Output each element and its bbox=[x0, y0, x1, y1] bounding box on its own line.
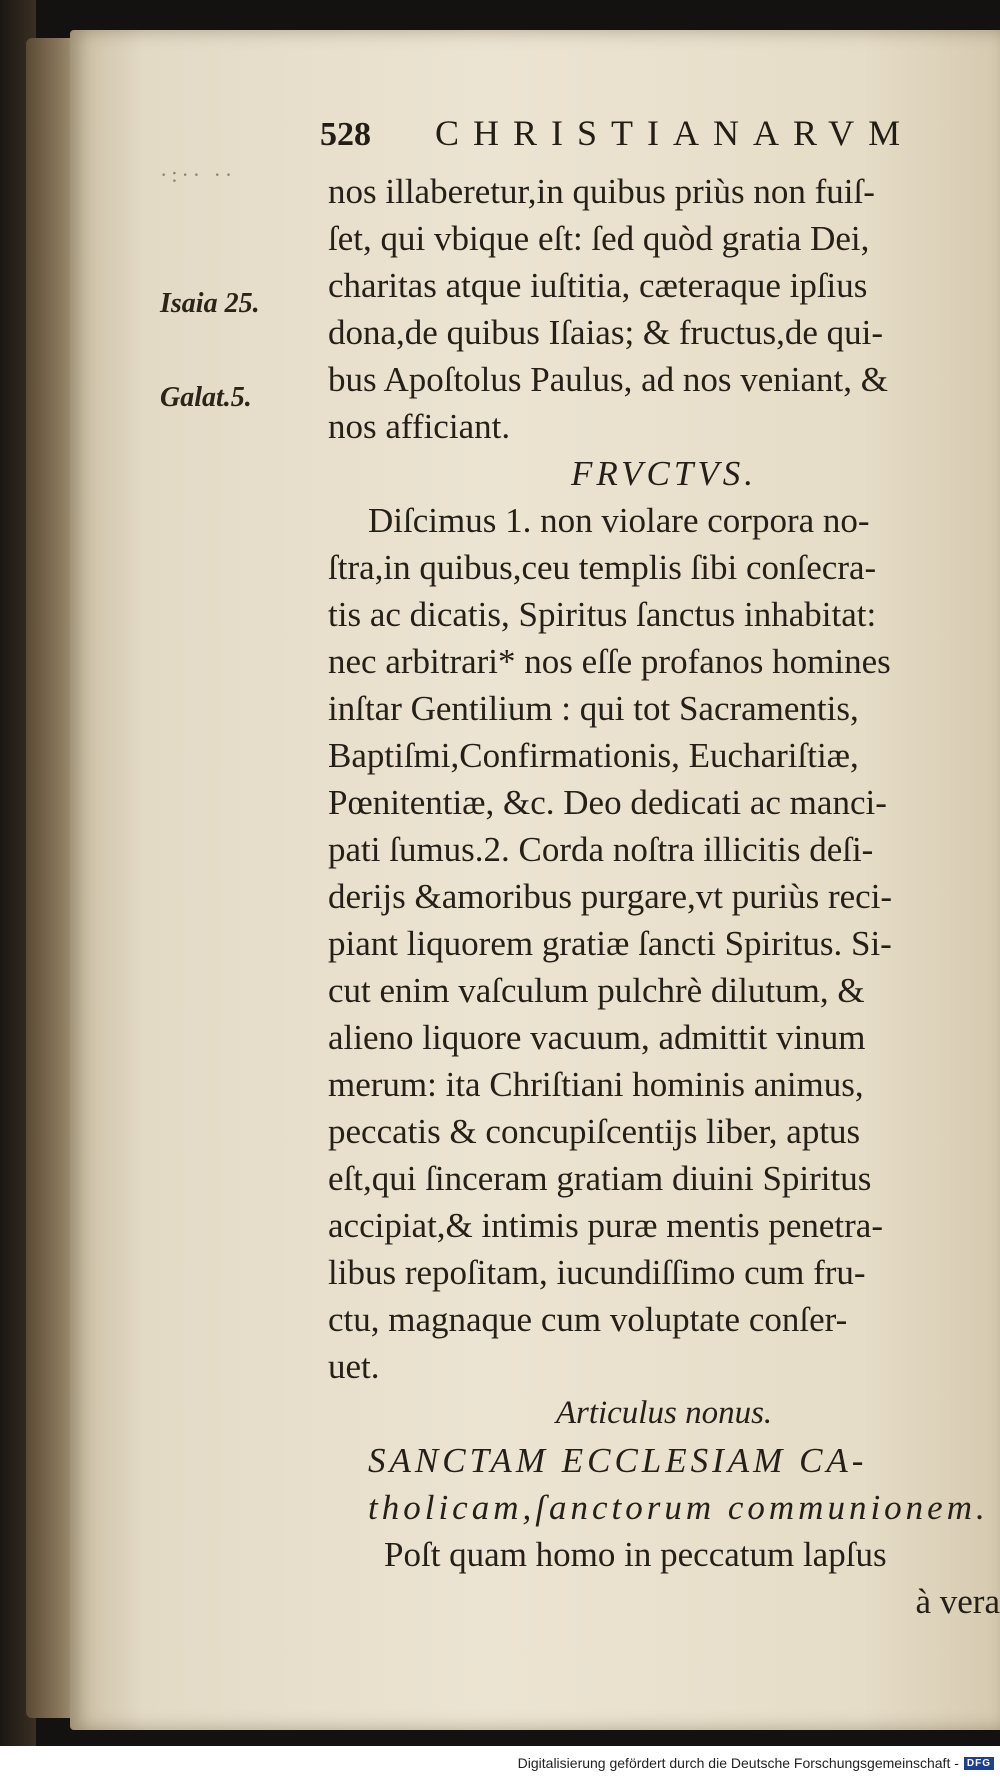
text-line: Baptiſmi,Confirmationis, Euchariſtiæ, bbox=[328, 736, 859, 775]
text-line: alieno liquore vacuum, admittit vinum bbox=[328, 1018, 866, 1057]
text-line: nos illaberetur,in quibus priùs non fuiſ- bbox=[328, 172, 875, 211]
page-number: 528 bbox=[320, 116, 371, 153]
digitization-footer bbox=[0, 1746, 1000, 1780]
text-line: ctu, magnaque cum voluptate conſer- bbox=[328, 1300, 848, 1339]
text-line: derijs &amoribus purgare,vt puriùs reci- bbox=[328, 877, 893, 916]
running-head bbox=[320, 112, 970, 162]
text-line: libus repoſitam, iucundiſſimo cum fru- bbox=[328, 1253, 866, 1292]
text-line: nec arbitrari* nos eſſe profanos homines bbox=[328, 642, 891, 681]
article-heading-line: tholicam,ſanctorum communionem. bbox=[368, 1488, 989, 1527]
text-line: bus Apoſtolus Paulus, ad nos veniant, & bbox=[328, 360, 888, 399]
text-line: eſt,qui ſinceram gratiam diuini Spiritus bbox=[328, 1159, 872, 1198]
text-line: uet. bbox=[328, 1347, 380, 1386]
text-line: cut enim vaſculum pulchrè dilutum, & bbox=[328, 971, 865, 1010]
dfg-logo: DFG bbox=[964, 1757, 994, 1770]
text-line: inſtar Gentilium : qui tot Sacramentis, bbox=[328, 689, 859, 728]
margin-note-galat: Galat.5. bbox=[160, 382, 252, 413]
margin-note-isaia: Isaia 25. bbox=[160, 288, 260, 319]
catchword: à vera bbox=[915, 1582, 1000, 1621]
text-line: ſtra,in quibus,ceu templis ſibi conſecra- bbox=[328, 548, 877, 587]
text-line: Diſcimus 1. non violare corpora no- bbox=[368, 501, 870, 540]
article-title: Articulus nonus. bbox=[555, 1395, 773, 1431]
funding-credit: Digitalisierung gefördert durch die Deutsche Forschungsgemeinschaft - bbox=[517, 1755, 959, 1771]
text-line: Pœnitentiæ, &c. Deo dedicati ac manci- bbox=[328, 783, 887, 822]
text-line: charitas atque iuſtitia, cæteraque ipſius bbox=[328, 266, 868, 305]
text-line: piant liquorem gratiæ ſancti Spiritus. Si- bbox=[328, 924, 892, 963]
text-line: accipiat,& intimis puræ mentis penetra- bbox=[328, 1206, 883, 1245]
text-line: dona,de quibus Iſaias; & fructus,de qui- bbox=[328, 313, 884, 352]
article-heading-line: SANCTAM ECCLESIAM CA- bbox=[368, 1441, 868, 1480]
text-line: peccatis & concupiſcentijs liber, aptus bbox=[328, 1112, 861, 1151]
main-text bbox=[328, 168, 1000, 1621]
text-line: pati ſumus.2. Corda noſtra illicitis deſi- bbox=[328, 830, 874, 869]
text-line: ſet, qui vbique eſt: ſed quòd gratia Dei, bbox=[328, 219, 870, 258]
section-title: FRVCTVS. bbox=[571, 454, 757, 493]
text-line: merum: ita Chriſtiani hominis animus, bbox=[328, 1065, 864, 1104]
running-title: CHRISTIANARVM bbox=[435, 113, 915, 153]
margin-smudge: ·:·· ·· bbox=[160, 162, 237, 187]
text-line: Poſt quam homo in peccatum lapſus bbox=[384, 1535, 887, 1574]
text-line: nos afficiant. bbox=[328, 407, 511, 446]
text-line: tis ac dicatis, Spiritus ſanctus inhabitat: bbox=[328, 595, 877, 634]
